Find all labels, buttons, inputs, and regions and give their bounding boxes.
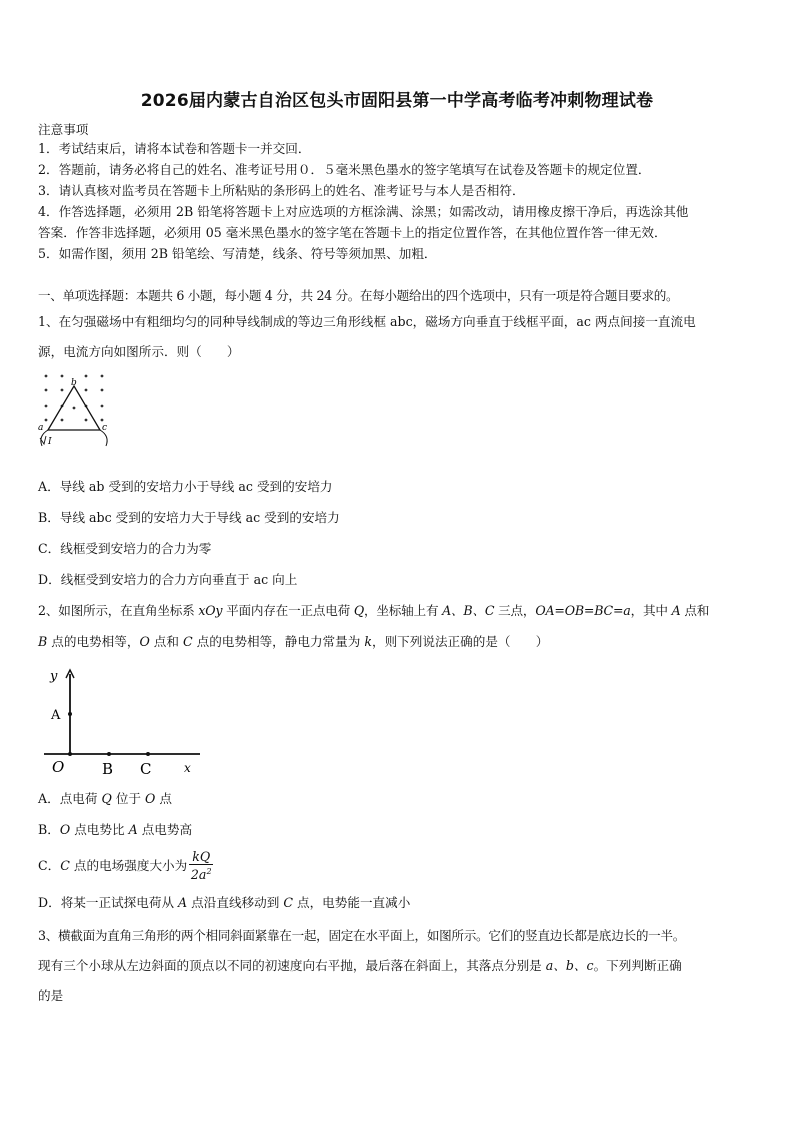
point-A xyxy=(68,712,72,716)
q1-stem-line1: 1、在匀强磁场中有粗细均匀的同种导线制成的等边三角形线框 abc，磁场方向垂直于线框平面，ac 两点间接一直流电 xyxy=(38,314,696,329)
notice-item: 4．作答选择题，必须用 2B 铅笔将答题卡上对应选项的方框涂满、涂黑；如需改动，请用橡皮擦干净后，再选涂其他 xyxy=(38,204,689,219)
axis-label-x: x xyxy=(184,761,191,775)
label-A: A xyxy=(51,708,61,723)
q3-stem-line2: 现有三个小球从左边斜面的顶点以不同的初速度向右平抛，最后落在斜面上，其落点分别是 a、b、c。下列判断正确 xyxy=(38,958,682,973)
section-heading: 一、单项选择题：本题共 6 小题，每小题 4 分，共 24 分。在每小题给出的四个选项中，只有一项是符合题目要求的。 xyxy=(38,288,679,303)
q2-stem-line2: B 点的电势相等，O 点和 C 点的电势相等，静电力常量为 k，则下列说法正确的是（ ） xyxy=(38,634,549,649)
q1-option-a: A．导线 ab 受到的安培力小于导线 ac 受到的安培力 xyxy=(38,479,333,494)
label-C: C xyxy=(140,760,152,778)
point-B xyxy=(107,752,111,756)
exam-title: 2026届内蒙古自治区包头市固阳县第一中学高考临考冲刺物理试卷 xyxy=(140,91,654,111)
q1-triangle-figure xyxy=(34,366,124,448)
q1-option-d: D．线框受到安培力的合力方向垂直于 ac 向上 xyxy=(38,572,298,587)
label-B: B xyxy=(102,760,114,778)
q1-option-b: B．导线 abc 受到的安培力大于导线 ac 受到的安培力 xyxy=(38,510,340,525)
label-a: a xyxy=(38,423,44,433)
q2-axes-figure xyxy=(40,664,200,782)
q3-stem-line3: 的是 xyxy=(38,988,64,1003)
label-c: c xyxy=(102,423,108,433)
label-O: O xyxy=(52,758,65,776)
q1-stem-line2: 源，电流方向如图所示．则（ ） xyxy=(38,344,240,359)
point-O xyxy=(68,752,72,756)
q2-option-d: D．将某一正试探电荷从 A 点沿直线移动到 C 点，电势能一直减小 xyxy=(38,895,411,910)
label-current-I: I xyxy=(48,437,52,447)
axis-label-y: y xyxy=(50,669,58,684)
notice-item: 5．如需作图，须用 2B 铅笔绘、写清楚，线条、符号等须加黑、加粗． xyxy=(38,246,437,261)
notice-item: 答案．作答非选择题，必须用 05 毫米黑色墨水的签字笔在答题卡上的指定位置作答，在其他位置作答一律无效． xyxy=(38,225,667,240)
q3-stem-line1: 3、横截面为直角三角形的两个相同斜面紧靠在一起，固定在水平面上，如图所示。它们的竖直边长都是底边长的一半。 xyxy=(38,928,685,943)
q2-option-a: A．点电荷 Q 位于 O 点 xyxy=(38,791,172,806)
notice-item: 2．答题前，请务必将自己的姓名、准考证号用０．５毫米黑色墨水的签字笔填写在试卷及答题卡的规定位置． xyxy=(38,162,651,177)
q1-option-c: C．线框受到安培力的合力为零 xyxy=(38,541,212,556)
notice-item: 1．考试结束后，请将本试卷和答题卡一并交回． xyxy=(38,141,311,156)
q2-option-b: B．O 点电势比 A 点电势高 xyxy=(38,822,193,837)
q2-stem-line1: 2、如图所示，在直角坐标系 xOy 平面内存在一正点电荷 Q，坐标轴上有 A、B、C 三点，OA=OB=BC=a，其中 A 点和 xyxy=(38,603,710,618)
q2-option-c: C．C 点的电场强度大小为 $\frac{kQ}{2a^2}$ xyxy=(38,849,212,883)
field-strength-fraction: $\frac{kQ}{2a^2}$ xyxy=(190,849,212,883)
label-b: b xyxy=(71,378,77,388)
notice-heading: 注意事项 xyxy=(38,122,89,137)
point-C xyxy=(146,752,150,756)
notice-item: 3．请认真核对监考员在答题卡上所粘贴的条形码上的姓名、准考证号与本人是否相符． xyxy=(38,183,525,198)
